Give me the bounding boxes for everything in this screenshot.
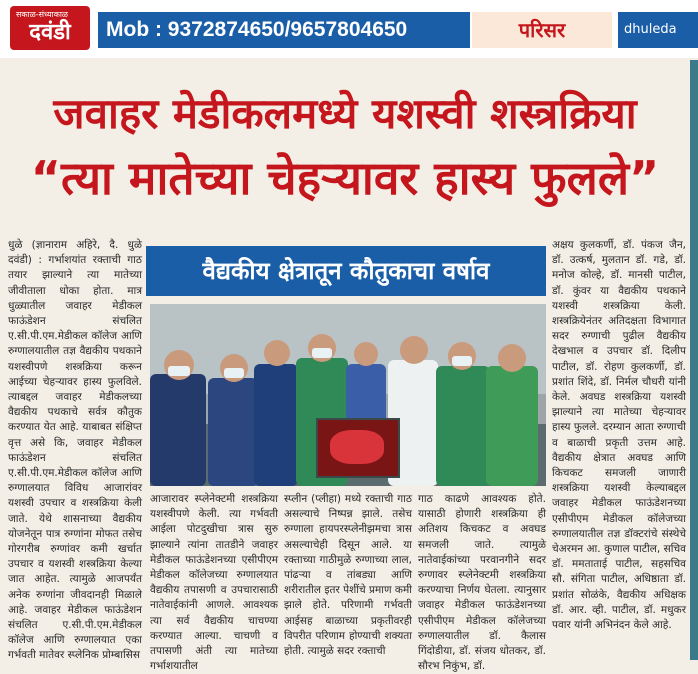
surgeon-figure	[436, 366, 490, 486]
face-mask	[312, 348, 332, 358]
adjacent-page-edge	[690, 60, 698, 660]
face-mask	[224, 368, 244, 378]
article-column-3: स्प्लीन (प्लीहा) मध्ये रक्ताची गाठ असल्याचे निष्पन्न झाले. तसेच रुग्णाला हायपरस्प्लेनीझमचा त्रास असल्याचेही दिसून आले. या रक्ताच्या गाठीमुळे रुग्णाच्या लाल, पांढऱ्या व तांबड्या आणि शरीरातील इतर पेशींचे प्रमाण कमी झाले होते. परिणामी गर्भवती आईसह बाळाच्या प्रकृतीवरही विपरीत परिणाम होण्याची शक्यता होती. त्यामुळे सदर रक्ताची	[284, 493, 412, 658]
headline-line1: जवाहर मेडीकलमध्ये यशस्वी शस्त्रक्रिया	[53, 89, 637, 138]
article-column-1: धुळे (ज्ञानाराम अहिरे, दै. धुळे दवंडी) : गर्भाशयांत रक्ताची गाठ तयार झाल्याने त्या मातेच्या जीवीताला धोका होता. मात्र धुळ्यातील जवाहर मेडीकल फाऊंडेशन संचलित ए.सी.पी.एम.मेडीकल कॉलेज आणि रुग्णालयातील तज्ञ वैद्यकीय पथकाने यशस्वीपणे शस्त्रक्रिया करून आईच्या चेहऱ्यावर हास्य फुलविले. त्याबद्दल जवाहर मेडीकलच्या वैद्यकीय पथकाचे सर्वत्र कौतुक करण्यात येत आहे. याबाबत संक्षिप्त वृत्त असे कि, जवाहर मेडीकल फाऊंडेशन संचलित ए.सी.पी.एम.मेडीकल कॉलेज आणि रुग्णालयात विविध आजारांवर यशस्वी उपचार व शस्त्रक्रिया केली जाते. येथे शासनाच्या वैद्यकीय योजनेतून पात्र रुग्णांना मोफत तसेच गोरगरीब रुग्णांवर कमी खर्चात उपचार व यशस्वी शस्त्रक्रिया केल्या जात आहेत. त्यामुळे आजपर्यंत अनेक रुग्णांना जीवदानही मिळाले आहे. जवाहर मेडीकल फाऊंडेशन संचलित ए.सी.पी.एम.मेडीकल कॉलेज आणि रुग्णालयात एका गर्भवती मातेवर स्प्लेनिक प्रोम्बासिस	[8, 239, 142, 662]
staff-head	[354, 342, 378, 366]
staff-figure	[486, 366, 538, 486]
staff-head	[498, 344, 526, 372]
staff-head	[264, 340, 290, 366]
staff-figure	[254, 364, 298, 486]
article-column-2: आजारावर स्प्लेनेक्टमी शस्त्रक्रिया यशस्वीपणे केली. त्या गर्भवती आईला पोटदुखीचा त्रास सुरु झाल्याने त्यांना तातडीने जवाहर मेडीकल फाऊंडेशनच्या एसीपीएम मेडीकल कॉलेजच्या रुग्णालयात वैद्यकीय तपासणी व उपचारासाठी नातेवाईकांनी आणले. आवश्यक त्या सर्व वैद्यकीय चाचण्या करण्यात आल्या. चाचणी व तपासणी अंती त्या मातेच्या गर्भाशयातील	[150, 493, 278, 673]
face-mask	[452, 356, 472, 366]
removed-spleen	[330, 430, 384, 464]
article-column-4: गाठ काढणे आवश्यक होते. यासाठी होणारी शस्त्रक्रिया ही अतिशय किचकट व अवघड समजली जाते. त्यामुळे नातेवाईकांच्या परवानगीने सदर रुग्णावर स्प्लेनेक्टमी शस्त्रक्रिया करण्याचा निर्णय घेतला. त्यानुसार जवाहर मेडीकल फाऊंडेशनच्या एसीपीएम मेडीकल कॉलेजच्या रुग्णालयातील डॉ. कैलास गिंदोडीया, डॉ. संजय धोतकर, डॉ. सौरभ निकुंभ, डॉ.	[418, 493, 546, 673]
logo-name: दवंडी	[29, 20, 71, 45]
staff-figure	[208, 378, 258, 486]
specimen-tray	[316, 418, 400, 478]
headline-line2: “त्या मातेच्या चेहऱ्यावर हास्य फुलले”	[30, 151, 660, 205]
mobile-numbers: Mob : 9372874650/9657804650	[98, 12, 470, 48]
face-mask	[168, 366, 190, 376]
staff-head	[400, 336, 428, 364]
article-column-5: अक्षय कुलकर्णी, डॉ. पंकज जैन, डॉ. उत्कर्ष, मुलतान डॉ. गडे, डॉ. मनोज कोल्हे, डॉ. मानसी पाटील, डॉ. कुंवर या वैद्यकीय पथकाने यशस्वी शस्त्रक्रिया केली. शस्त्रक्रियेनंतर अतिदक्षता विभागात सदर रुग्णाची पुढील वैद्यकीय देखभाल व उपचार डॉ. दिलीप पाटील, डॉ. रोहण कुलकर्णी, डॉ. प्रशांत शिंदे, डॉ. निर्मल चौधरी यांनी केले. अवघड शस्त्रक्रिया यशस्वी झाल्याने त्या मातेच्या चेहऱ्यावर हास्य फुलले. दरम्यान आता रुग्णाची व बाळाची प्रकृती उत्तम आहे. वैद्यकीय क्षेत्रात अवघड आणि किचकट समजली जाणारी शस्त्रक्रिया यशस्वी केल्याबद्दल जवाहर मेडीकल फाऊंडेशनच्या एसीपीएम मेडीकल कॉलेजच्या रुग्णालयातील तज्ञ डॉक्टरांचे संस्थेचे चेअरमन आ. कुणाल पाटील, सचिव डॉ. ममताताई पाटील, सहसचिव सौ. संगिता पाटील, अधिष्ठाता डॉ. प्रशांत सोळंके, वैद्यकीय अधिक्षक डॉ. आर. व्ही. पाटील, डॉ. मधुकर पवार यांनी अभिनंदन केले आहे.	[552, 239, 686, 632]
section-label: परिसर	[472, 12, 612, 48]
masthead	[0, 0, 698, 58]
operation-theatre-photo	[150, 304, 546, 486]
staff-figure	[150, 374, 206, 486]
subheadline-banner: वैद्यकीय क्षेत्रातून कौतुकाचा वर्षाव	[146, 246, 546, 296]
site-name: dhuleda	[618, 12, 698, 48]
logo-tagline: सकाळ-संध्याकाळ	[16, 10, 69, 19]
davandi-logo	[10, 6, 90, 50]
